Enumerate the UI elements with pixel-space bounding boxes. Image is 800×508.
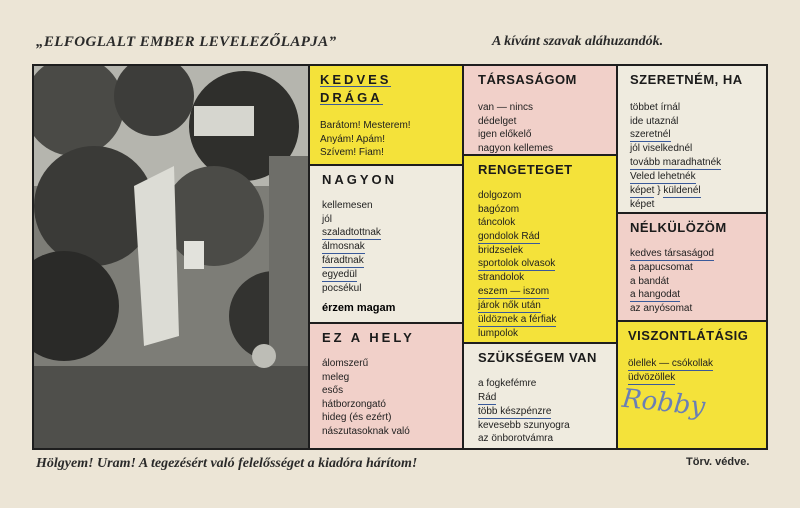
rengeteget-item-1[interactable]: dolgozom [478, 190, 522, 201]
nagyon-item-4[interactable]: álmosnak [322, 241, 365, 252]
rengeteget-item-2[interactable]: bagózom [478, 203, 520, 215]
nelkulozom-item-2[interactable]: a papucsomat [630, 262, 693, 273]
rengeteget-item-10[interactable]: üldöznek a férfiak [478, 313, 557, 325]
footer-protected: Törv. védve. [686, 456, 750, 468]
card-title: „ELFOGLALT EMBER LEVELEZŐLAPJA” [36, 34, 337, 50]
draga-heading[interactable]: DRÁGA [320, 90, 383, 105]
szeretnem-item-3[interactable]: szeretnél [630, 129, 671, 140]
szuksegem-item-1[interactable]: a fogkefémre [478, 378, 537, 389]
photo-illustration [34, 66, 308, 448]
viszontlatasig-heading: VISZONTLÁTÁSIG [628, 328, 749, 343]
szuksegem-item-5[interactable]: az önborotvámra [478, 433, 554, 444]
viszontlatasig-item-1[interactable]: ölellek — csókollak [628, 358, 714, 369]
tarsasagom-heading: TÁRSASÁGOM [478, 72, 577, 87]
kedves-item-3[interactable]: Szívem! Fiam! [320, 147, 384, 158]
rengeteget-box [464, 156, 616, 342]
nelkulozom-item-1[interactable]: kedves társaságod [630, 248, 714, 259]
photo [34, 66, 308, 448]
nagyon-footer[interactable]: érzem magam [322, 301, 396, 314]
nagyon-item-3[interactable]: szaladtottnak [322, 227, 381, 238]
tarsasagom-box [464, 66, 616, 154]
kedves-heading[interactable]: KEDVES [320, 72, 392, 87]
szeretnem-item-4[interactable]: jól viselkednél [630, 143, 693, 154]
tarsasagom-item-3[interactable]: igen előkelő [478, 129, 532, 140]
szeretnem-item-6[interactable]: Veled lehetnék [630, 170, 696, 182]
nagyon-item-1[interactable]: kellemesen [322, 200, 373, 211]
szeretnem-item-2[interactable]: ide utaznál [630, 115, 679, 127]
rengeteget-item-7[interactable]: strandolok [478, 272, 525, 283]
nelkulozom-item-3[interactable]: a bandát [630, 275, 669, 287]
szeretnem-heading: SZERETNÉM, HA [630, 72, 743, 87]
nelkulozom-box [618, 214, 766, 320]
nagyon-item-6[interactable]: egyedül [322, 269, 358, 280]
rengeteget-item-8[interactable]: eszem — iszom [478, 285, 550, 297]
handwritten-signature: Robby [620, 383, 707, 423]
nelkulozom-heading: NÉLKÜLÖZÖM [630, 220, 727, 235]
card-instruction: A kívánt szavak aláhuzandók. [492, 34, 664, 49]
rengeteget-item-6[interactable]: sportolok olvasok [478, 258, 556, 269]
szuksegem-item-2[interactable]: Rád [478, 391, 497, 403]
nagyon-heading: NAGYON [322, 172, 398, 187]
rengeteget-item-5[interactable]: bridzselek [478, 244, 524, 256]
ezahely-item-3[interactable]: esős [322, 385, 344, 396]
rengeteget-item-11[interactable]: lumpolok [478, 327, 519, 339]
nagyon-box [310, 166, 462, 322]
tarsasagom-item-4[interactable]: nagyon kellemes [478, 142, 554, 154]
rengeteget-heading: RENGETEGET [478, 162, 573, 177]
nagyon-item-7[interactable]: pocsékul [322, 283, 362, 294]
kedves-box [310, 66, 462, 164]
rengeteget-item-9[interactable]: járok nők után [478, 299, 541, 311]
rengeteget-item-3[interactable]: táncolok [478, 217, 516, 228]
nagyon-item-2[interactable]: jól [322, 213, 333, 225]
szuksegem-item-3[interactable]: több készpénzre [478, 405, 552, 417]
viszontlatasig-item-2[interactable]: üdvözöllek [628, 372, 676, 383]
tarsasagom-item-2[interactable]: dédelget [478, 115, 517, 127]
nelkulozom-item-4[interactable]: a hangodat [630, 289, 681, 300]
nelkulozom-item-5[interactable]: az anyósomat [630, 303, 693, 314]
szuksegem-box [464, 344, 616, 448]
rengeteget-item-4[interactable]: gondolok Rád [478, 230, 540, 242]
szeretnem-item-7[interactable]: képet } küldenél [630, 184, 701, 196]
szeretnem-box [618, 66, 766, 212]
ezahely-item-1[interactable]: álomszerű [322, 358, 369, 369]
kedves-item-2[interactable]: Anyám! Apám! [320, 133, 386, 145]
ez-a-hely-heading: EZ A HELY [322, 330, 415, 345]
tarsasagom-item-1[interactable]: van — nincs [478, 102, 534, 113]
ezahely-item-4[interactable]: hátborzongató [322, 398, 386, 410]
szeretnem-item-1[interactable]: többet írnál [630, 102, 681, 113]
ezahely-item-6[interactable]: nászutasoknak való [322, 425, 410, 437]
kedves-item-1[interactable]: Barátom! Mesterem! [320, 120, 411, 131]
ezahely-item-5[interactable]: hideg (és ezért) [322, 412, 392, 423]
szuksegem-item-4[interactable]: kevesebb szunyogra [478, 419, 570, 431]
ez-a-hely-box [310, 324, 462, 448]
szuksegem-heading: SZÜKSÉGEM VAN [478, 350, 597, 365]
szeretnem-item-8[interactable]: képet [630, 198, 655, 210]
szeretnem-item-5[interactable]: tovább maradhatnék [630, 156, 722, 168]
footer-notice: Hölgyem! Uram! A tegezésért való felelősséget a kiadóra hárítom! [36, 456, 418, 471]
nagyon-item-5[interactable]: fáradtnak [322, 255, 364, 266]
ezahely-item-2[interactable]: meleg [322, 371, 350, 383]
